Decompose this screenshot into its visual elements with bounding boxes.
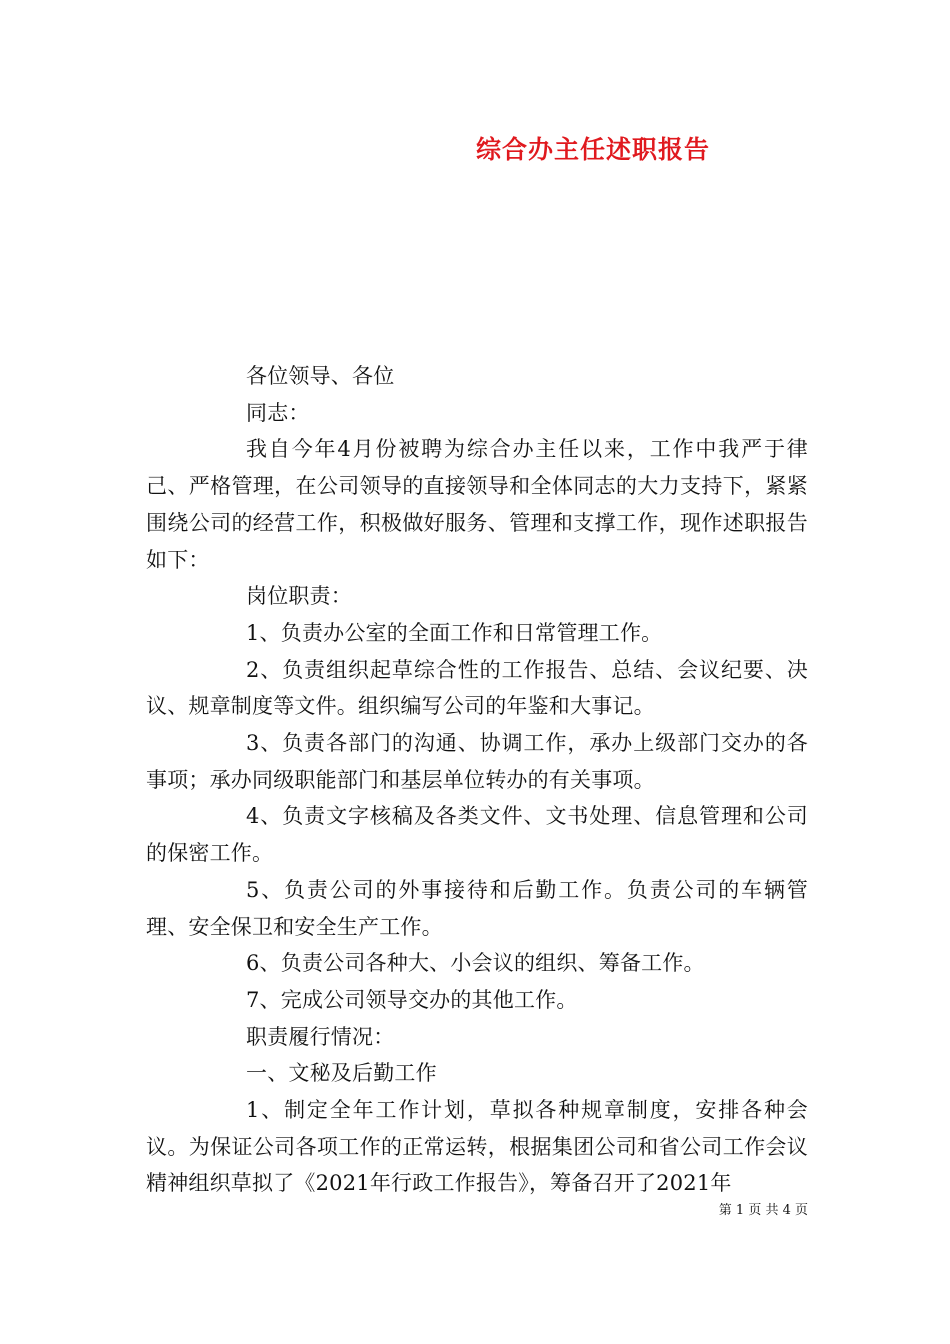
performance-item-1: 1、制定全年工作计划，草拟各种规章制度，安排各种会议。为保证公司各项工作的正常运转，根据集团公司和省公司工作会议精神组织草拟了《2021年行政工作报告》，筹备召开了2021年 <box>146 1098 808 1196</box>
duty-item-1: 1、负责办公室的全面工作和日常管理工作。 <box>246 620 663 645</box>
duty-item-4: 4、负责文字核稿及各类文件、文书处理、信息管理和公司的保密工作。 <box>146 804 808 866</box>
duty-item-6: 6、负责公司各种大、小会议的组织、筹备工作。 <box>246 951 705 976</box>
duty-item-2: 2、负责组织起草综合性的工作报告、总结、会议纪要、决议、规章制度等文件。组织编写公司的年鉴和大事记。 <box>146 657 808 719</box>
document-body <box>146 358 808 1202</box>
heading-duties: 岗位职责： <box>246 584 352 609</box>
paragraph-salutation: 各位领导、各位 <box>246 364 395 388</box>
paragraph-salutation-cont: 同志： <box>246 400 310 425</box>
paragraph-intro: 我自今年4月份被聘为综合办主任以来，工作中我严于律己、严格管理，在公司领导的直接领导和全体同志的大力支持下，紧紧围绕公司的经营工作，积极做好服务、管理和支撑工作，现作述职报告如下： <box>146 437 808 572</box>
duty-item-5: 5、负责公司的外事接待和后勤工作。负责公司的车辆管理、安全保卫和安全生产工作。 <box>146 877 808 939</box>
page-footer: 第 1 页 共 4 页 <box>718 1203 808 1218</box>
duty-item-7: 7、完成公司领导交办的其他工作。 <box>246 987 578 1012</box>
heading-performance: 职责履行情况： <box>246 1024 395 1049</box>
document-title: 综合办主任述职报告 <box>475 135 710 164</box>
duty-item-3: 3、负责各部门的沟通、协调工作，承办上级部门交办的各事项；承办同级职能部门和基层单位转办的有关事项。 <box>146 731 808 792</box>
section-heading-1: 一、文秘及后勤工作 <box>246 1061 437 1086</box>
